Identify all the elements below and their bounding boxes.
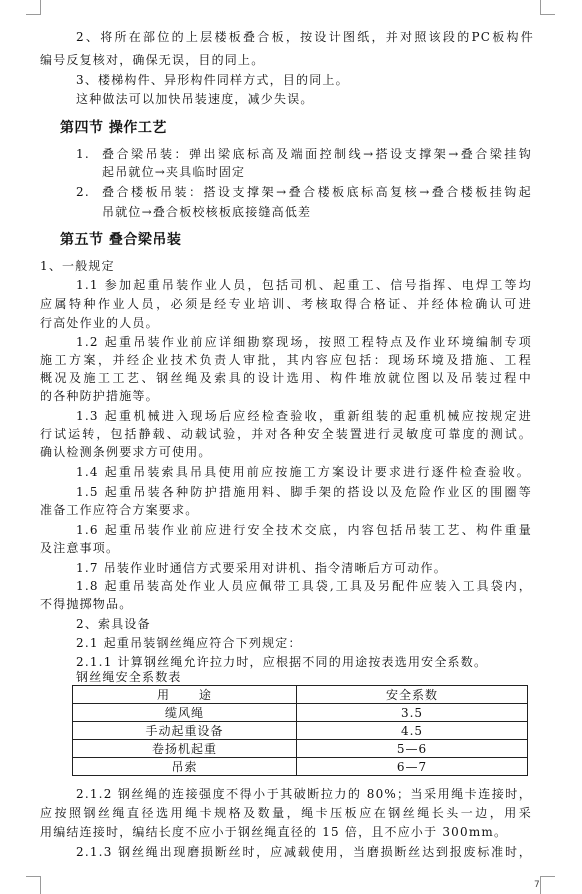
paragraph-line: 1.8 起重吊装高处作业人员应佩带工具袋,工具及另配件应装入工具袋内， [76,579,532,593]
paragraph-line: 这种做法可以加快吊装速度，减少失误。 [76,92,314,106]
paragraph-line: 准备工作应符合方案要求。 [40,503,199,517]
table-cell: 4.5 [297,722,528,740]
paragraph-line: 2.1.2 钢丝绳的连接强度不得小于其破断拉力的 80%；当采用绳卡连接时， [76,787,532,801]
list-item-line: 叠合楼板吊装：搭设支撑架→叠合楼板底标高复核→叠合楼板挂钩起 [102,185,532,199]
table-row [73,704,528,722]
paragraph-line: 概况及施工工艺、钢丝绳及索具的设计选用、构件堆放就位图以及吊装过程中 [40,371,532,385]
paragraph-line: 2.1.3 钢丝绳出现磨损断丝时，应减载使用，当磨损断丝达到报废标准时， [76,845,532,859]
table-header-row [73,686,528,704]
paragraph-line: 2.1.1 计算钢丝绳允许拉力时，应根据不同的用途按表选用安全系数。 [76,655,488,669]
paragraph-line: 1.6 起重吊装作业前应进行安全技术交底，内容包括吊装工艺、构件重量 [76,523,532,537]
rope-safety-factor-table [72,685,528,776]
table-row [73,722,528,740]
list-item-line: 叠合梁吊装：弹出梁底标高及端面控制线→搭设支撑架→叠合梁挂钩 [102,147,532,161]
crop-mark-top-right [540,0,555,15]
table-cell: 缆风绳 [73,704,297,722]
table-header-cell: 安全系数 [297,686,528,704]
table-cell: 手动起重设备 [73,722,297,740]
paragraph-line: 编号反复核对，确保无误，目的同上。 [40,53,265,67]
table-row [73,758,528,776]
table-header-cell: 用 途 [73,686,297,704]
crop-mark-top-left [26,0,41,15]
paragraph-line: 3、楼梯构件、异形构件同样方式，目的同上。 [76,73,349,87]
table-cell: 吊索 [73,758,297,776]
list-item-line: 吊就位→叠合板校核板底接缝高低差 [102,205,312,219]
crop-mark-bottom-right [540,876,555,894]
table-caption: 钢丝绳安全系数表 [76,670,182,684]
paragraph-line: 行高处作业的人员。 [40,316,159,330]
paragraph-line: 1.7 吊装作业时通信方式要采用对讲机、指令清晰后方可动作。 [76,561,447,575]
section-heading: 第四节 操作工艺 [60,120,167,136]
paragraph-line: 2.1 起重吊装钢丝绳应符合下列规定： [76,636,302,650]
table-cell: 卷扬机起重 [73,740,297,758]
paragraph-line: 1.5 起重吊装各种防护措施用料、脚手架的搭设以及危险作业区的围圈等 [76,485,532,499]
paragraph-line: 2、索具设备 [76,617,151,631]
list-number: 1. [76,147,90,161]
table-row [73,740,528,758]
paragraph-line: 1.1 参加起重吊装作业人员，包括司机、起重工、信号指挥、电焊工等均 [76,278,532,292]
paragraph-line: 1.2 起重吊装作业前应详细勘察现场，按照工程特点及作业环境编制专项 [76,335,532,349]
paragraph-line: 不得抛掷物品。 [40,597,133,611]
paragraph-line: 1.4 起重吊装索具吊具使用前应按施工方案设计要求进行逐件检查验收。 [76,465,530,479]
crop-mark-bottom-left [26,876,41,894]
paragraph-line: 应按照钢丝绳直径选用绳卡规格及数量，绳卡压板应在钢丝绳长头一边，用采 [40,806,532,820]
paragraph-line: 确认检测条例要求方可使用。 [40,445,212,459]
section-heading: 第五节 叠合梁吊装 [60,232,182,248]
paragraph-line: 的各种防护措施等。 [40,389,159,403]
paragraph-line: 及注意事项。 [40,541,120,555]
list-number: 2. [76,185,90,199]
paragraph-line: 1、一般规定 [40,259,115,273]
list-item-line: 起吊就位→夹具临时固定 [102,165,246,179]
page-number: 7 [534,880,540,890]
paragraph-line: 1.3 起重机械进入现场后应经检查验收，重新组装的起重机械应按规定进 [76,409,532,423]
paragraph-line: 行试运转，包括静载、动载试验，并对各种安全装置进行灵敏度可靠度的测试。 [40,427,532,441]
paragraph-line: 应属特种作业人员，必须是经专业培训、考核取得合格证、并经体检确认可进 [40,297,532,311]
paragraph-line: 用编结连接时，编结长度不应小于钢丝绳直径的 15 倍，且不应小于 300mm。 [40,825,508,839]
table-cell: 3.5 [297,704,528,722]
table-cell: 6—7 [297,758,528,776]
paragraph-line: 施工方案，并经企业技术负责人审批，其内容应包括：现场环境及措施、工程 [40,353,532,367]
table-cell: 5—6 [297,740,528,758]
paragraph-line: 2、将所在部位的上层楼板叠合板，按设计图纸，并对照该段的PC板构件 [76,30,534,44]
